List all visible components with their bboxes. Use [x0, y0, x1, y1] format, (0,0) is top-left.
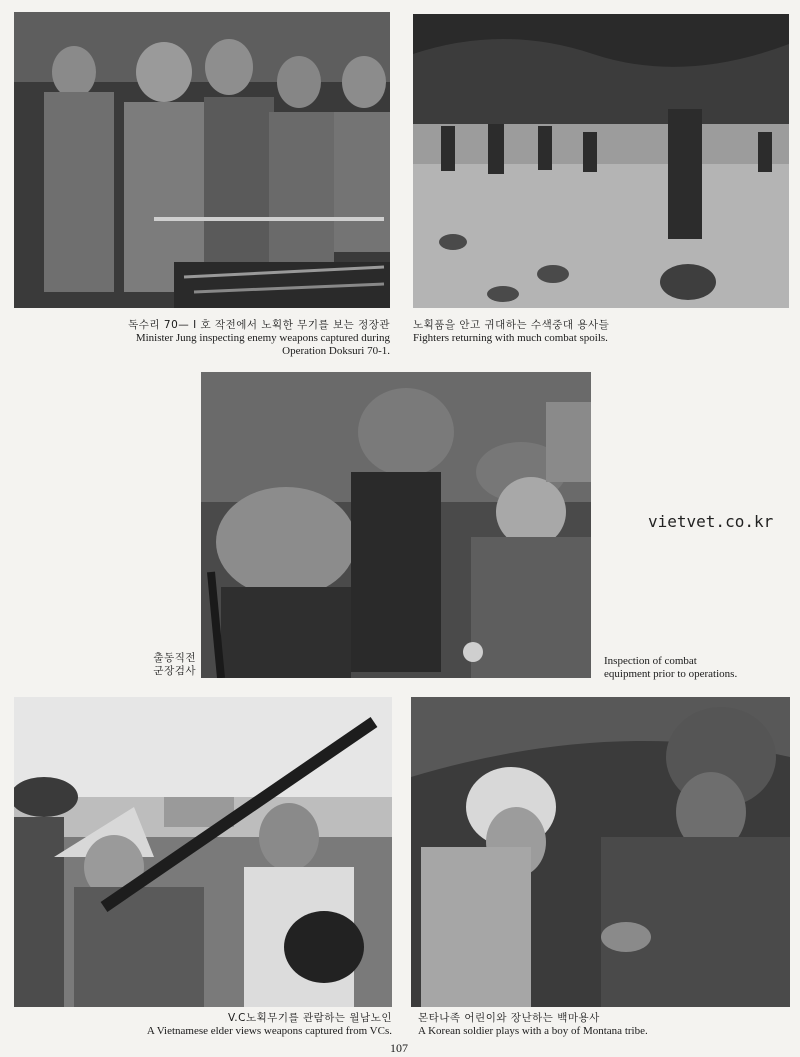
- bottom-left-caption: [60, 1012, 392, 1038]
- watermark: vietvet.co.kr: [648, 512, 774, 531]
- soldier-and-boy-photo: [411, 697, 790, 1007]
- middle-right-caption: [604, 655, 794, 681]
- middle-left-caption: [100, 652, 196, 678]
- top-right-caption-english: Fighters returning with much combat spoils.: [413, 332, 608, 344]
- bottom-right-caption-english: A Korean soldier plays with a boy of Montana tribe.: [418, 1025, 648, 1037]
- middle-right-caption-english-line1: Inspection of combat: [604, 655, 697, 667]
- vietnamese-elder-photo: [14, 697, 392, 1007]
- top-right-caption-korean: 노획품을 안고 귀대하는 수색중대 용사들: [413, 319, 610, 331]
- top-left-caption-korean: 독수리 70— I 호 작전에서 노획한 무기를 보는 정장관: [128, 319, 390, 331]
- top-left-caption-english-line1: Minister Jung inspecting enemy weapons captured during: [135, 332, 390, 344]
- fighters-returning-photo: [413, 14, 789, 308]
- equipment-inspection-photo: [201, 372, 591, 678]
- middle-right-caption-english-line2: equipment prior to operations.: [604, 668, 738, 680]
- bottom-left-caption-korean: V.C노획무기를 관람하는 월남노인: [227, 1012, 392, 1024]
- minister-inspection-photo: [14, 12, 390, 308]
- top-left-caption-english-line2: Operation Doksuri 70-1.: [282, 345, 390, 357]
- top-right-caption: [413, 319, 713, 345]
- middle-left-caption-korean-line2: 군장검사: [153, 665, 196, 677]
- bottom-right-caption-korean: 몬타나족 어린이와 장난하는 백마용사: [418, 1012, 600, 1024]
- top-left-caption: [100, 319, 390, 358]
- bottom-right-caption: [418, 1012, 788, 1038]
- bottom-left-caption-english: A Vietnamese elder views weapons captured from VCs.: [146, 1025, 392, 1037]
- middle-left-caption-korean-line1: 출동직전: [153, 652, 196, 664]
- page-number: 107: [390, 1041, 408, 1055]
